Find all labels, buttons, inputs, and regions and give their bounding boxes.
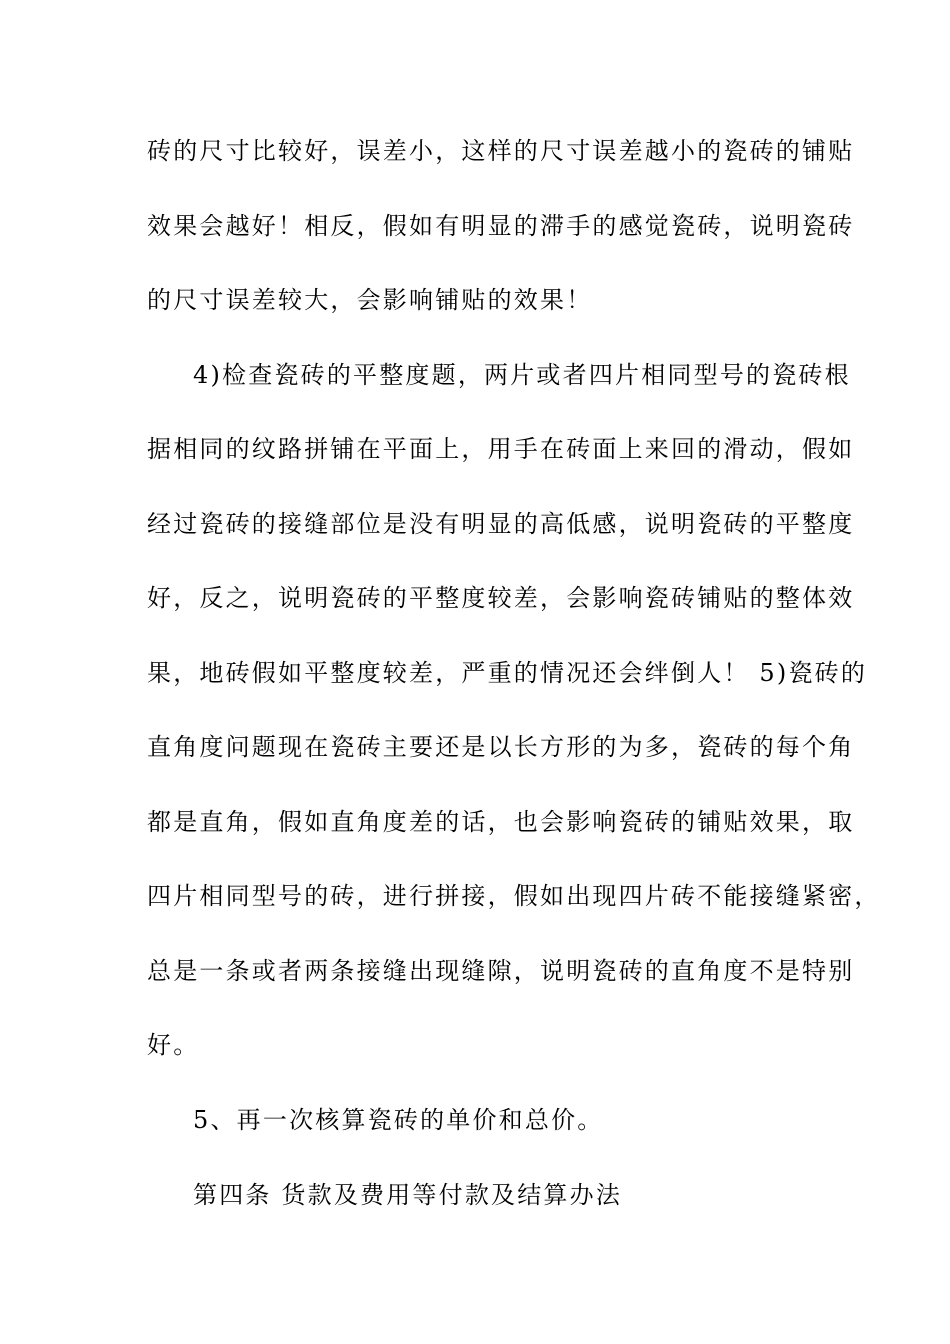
paragraph-line-5: 据相同的纹路拼铺在平面上，用手在砖面上来回的滑动，假如 xyxy=(147,435,855,463)
paragraph-line-11: 四片相同型号的砖，进行拼接，假如出现四片砖不能接缝紧密， xyxy=(147,882,881,910)
paragraph-line-9: 直角度问题现在瓷砖主要还是以长方形的为多，瓷砖的每个角 xyxy=(147,733,855,761)
paragraph-line-13: 好。 xyxy=(147,1031,200,1059)
paragraph-line-14: 5、再一次核算瓷砖的单价和总价。 xyxy=(193,1106,604,1134)
paragraph-line-4: 4)检查瓷砖的平整度题，两片或者四片相同型号的瓷砖根 xyxy=(193,361,851,389)
section-heading: 第四条 货款及费用等付款及结算办法 xyxy=(193,1181,623,1209)
paragraph-line-10: 都是直角，假如直角度差的话，也会影响瓷砖的铺贴效果，取 xyxy=(147,808,855,836)
paragraph-line-8: 果，地砖假如平整度较差，严重的情况还会绊倒人！ 5)瓷砖的 xyxy=(147,659,868,687)
paragraph-line-2: 效果会越好！相反，假如有明显的滞手的感觉瓷砖，说明瓷砖 xyxy=(147,212,855,240)
paragraph-line-12: 总是一条或者两条接缝出现缝隙，说明瓷砖的直角度不是特别 xyxy=(147,957,855,985)
paragraph-line-6: 经过瓷砖的接缝部位是没有明显的高低感，说明瓷砖的平整度 xyxy=(147,510,855,538)
paragraph-line-3: 的尺寸误差较大，会影响铺贴的效果！ xyxy=(147,286,593,314)
paragraph-line-1: 砖的尺寸比较好，误差小，这样的尺寸误差越小的瓷砖的铺贴 xyxy=(147,137,855,165)
paragraph-line-7: 好，反之，说明瓷砖的平整度较差，会影响瓷砖铺贴的整体效 xyxy=(147,584,855,612)
